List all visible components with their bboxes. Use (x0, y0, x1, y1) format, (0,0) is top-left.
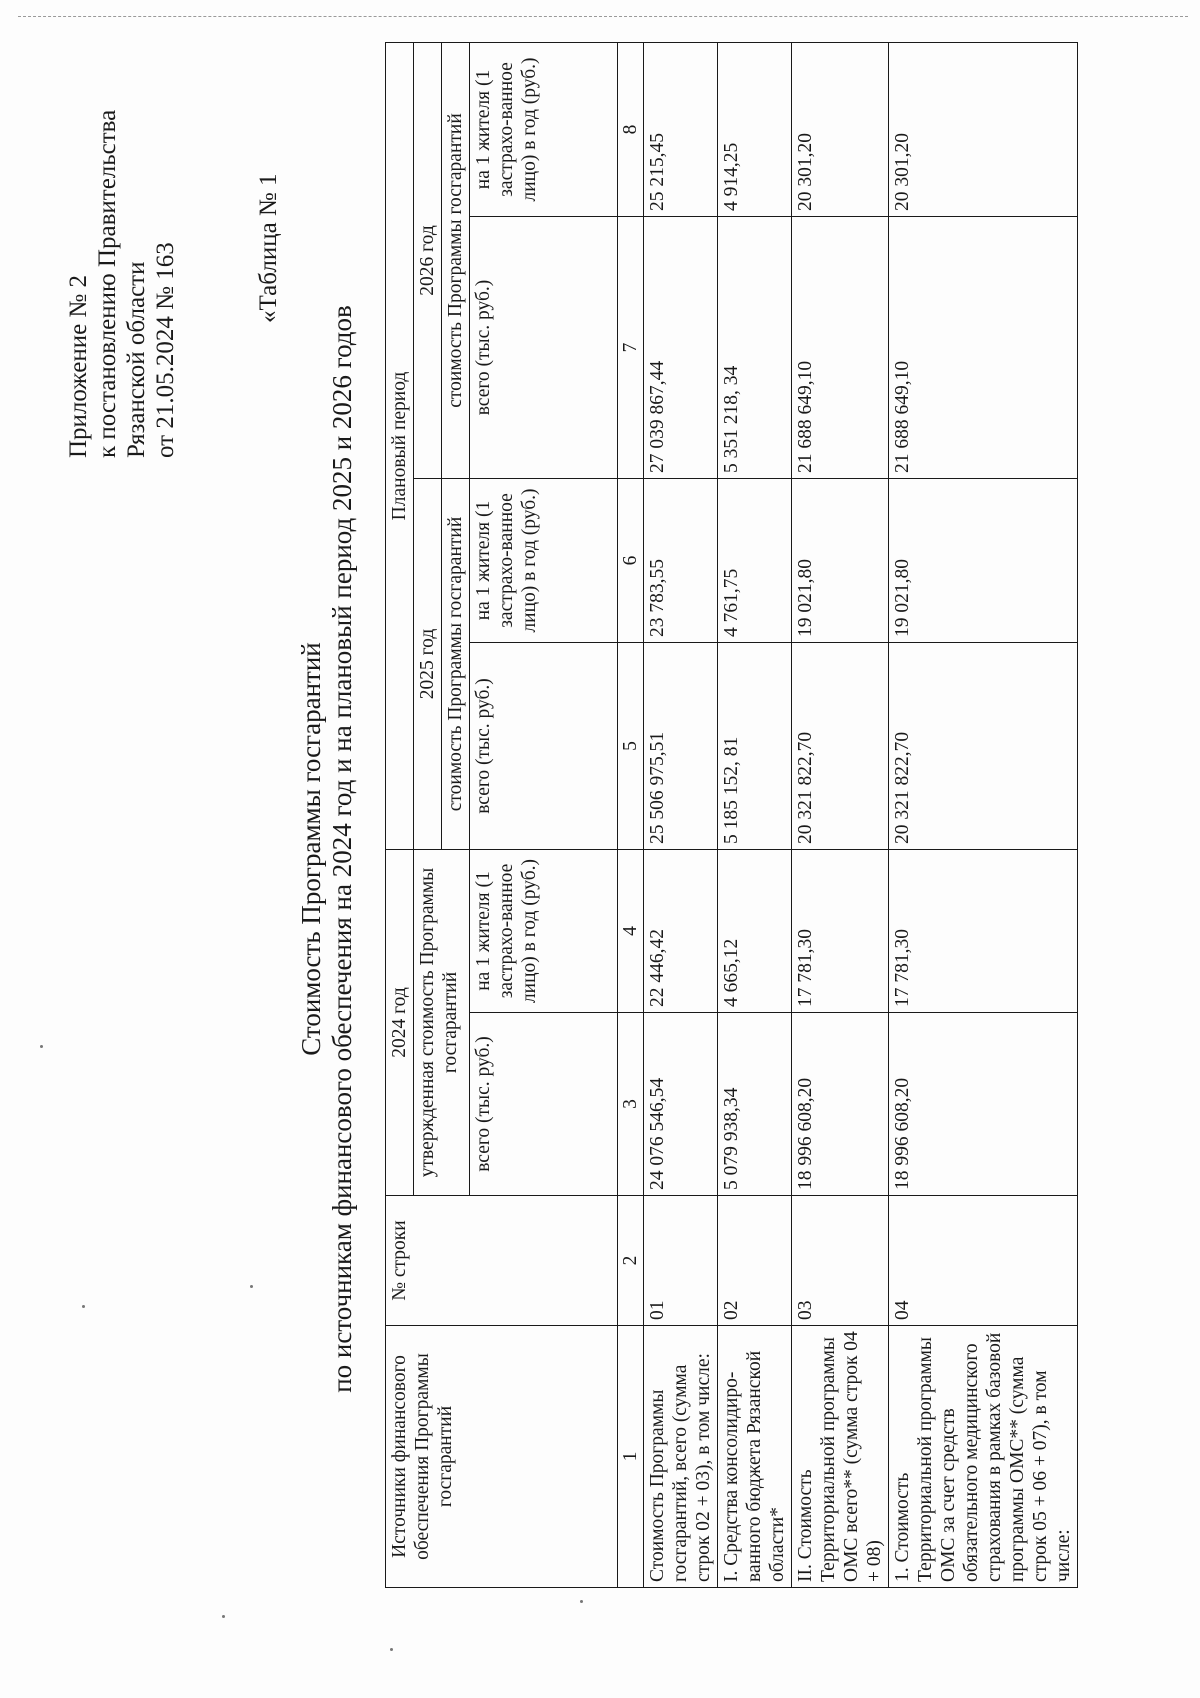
header-planned-period: Плановый период (386, 42, 414, 849)
header-total-2024: всего (тыс. руб.) (470, 1013, 618, 1196)
row-label: Стоимость Программы госгарантий, всего (сумма строк 02 + 03), в том числе: (644, 1326, 718, 1588)
header-per-capita-2024: на 1 жителя (1 застрахо-ванное лицо) в год (руб.) (470, 850, 618, 1013)
column-number-row (618, 42, 644, 1587)
row-no: 02 (718, 1196, 792, 1326)
table-row (889, 42, 1078, 1587)
cell-per-capita-2026: 25 215,45 (644, 42, 718, 216)
header-2024: 2024 год (386, 850, 414, 1196)
row-label: II. Стоимость Территориальной программы ОМС всего** (сумма строк 04 + 08) (792, 1326, 889, 1588)
cell-per-capita-2025: 19 021,80 (792, 479, 889, 643)
table-row (718, 42, 792, 1587)
row-no: 03 (792, 1196, 889, 1326)
cell-total-2024: 18 996 608,20 (889, 1013, 1078, 1196)
column-number: 5 (618, 643, 644, 850)
header-total-2025: всего (тыс. руб.) (470, 643, 618, 850)
cell-total-2025: 5 185 152, 81 (718, 643, 792, 850)
cell-per-capita-2026: 20 301,20 (792, 42, 889, 216)
row-label: 1. Стоимость Территориальной программы ОМС за счет средств обязательного медицинского страхования в рамках базовой программы ОМС** (сумма строк 05 + 06 + 07), в том числе: (889, 1326, 1078, 1588)
appendix-line-4: от 21.05.2024 № 163 (152, 242, 179, 458)
column-number: 4 (618, 850, 644, 1013)
cell-per-capita-2025: 23 783,55 (644, 479, 718, 643)
header-total-2026: всего (тыс. руб.) (470, 217, 618, 479)
cell-total-2026: 5 351 218, 34 (718, 217, 792, 479)
cell-per-capita-2024: 22 446,42 (644, 850, 718, 1013)
cell-total-2026: 21 688 649,10 (889, 217, 1078, 479)
cell-total-2024: 18 996 608,20 (792, 1013, 889, 1196)
table-row (644, 42, 718, 1587)
header-per-capita-2025: на 1 жителя (1 застрахо-ванное лицо) в год (руб.) (470, 479, 618, 643)
cell-total-2024: 24 076 546,54 (644, 1013, 718, 1196)
column-number: 2 (618, 1196, 644, 1326)
cell-total-2025: 20 321 822,70 (889, 643, 1078, 850)
row-no: 01 (644, 1196, 718, 1326)
table-row (792, 42, 889, 1587)
cell-total-2025: 20 321 822,70 (792, 643, 889, 850)
header-approved-cost: утвержденная стоимость Программы госгарантий (414, 850, 470, 1196)
cell-total-2025: 25 506 975,51 (644, 643, 718, 850)
cell-total-2024: 5 079 938,34 (718, 1013, 792, 1196)
header-row-1 (386, 42, 414, 1587)
appendix-line-3: Рязанской области (123, 261, 150, 458)
header-sources: Источники финансового обеспечения Программы госгарантий (386, 1326, 618, 1588)
cell-per-capita-2025: 4 761,75 (718, 479, 792, 643)
cell-per-capita-2024: 4 665,12 (718, 850, 792, 1013)
column-number: 8 (618, 42, 644, 216)
header-2025: 2025 год (414, 479, 442, 850)
table-number: «Таблица № 1 (255, 173, 282, 323)
cell-per-capita-2026: 4 914,25 (718, 42, 792, 216)
row-label: I. Средства консолидиро-ванного бюджета Рязанской области* (718, 1326, 792, 1588)
column-number: 3 (618, 1013, 644, 1196)
cell-per-capita-2024: 17 781,30 (792, 850, 889, 1013)
cell-total-2026: 21 688 649,10 (792, 217, 889, 479)
column-number: 6 (618, 479, 644, 643)
column-number: 7 (618, 217, 644, 479)
title-line-2: по источникам финансового обеспечения на 2024 год и на плановый период 2025 и 2026 годов (327, 305, 357, 1393)
header-2026: 2026 год (414, 42, 442, 478)
header-per-capita-2026: на 1 жителя (1 застрахо-ванное лицо) в год (руб.) (470, 42, 618, 216)
title-line-1: Стоимость Программы госгарантий (296, 642, 326, 1056)
appendix-line-2: к постановлению Правительства (94, 109, 121, 458)
appendix-line-1: Приложение № 2 (65, 274, 92, 458)
column-number: 1 (618, 1326, 644, 1588)
cell-per-capita-2026: 20 301,20 (889, 42, 1078, 216)
header-program-cost-2026: стоимость Программы госгарантий (442, 42, 470, 478)
header-row-no: № строки (386, 1196, 618, 1326)
cell-total-2026: 27 039 867,44 (644, 217, 718, 479)
cell-per-capita-2024: 17 781,30 (889, 850, 1078, 1013)
cell-per-capita-2025: 19 021,80 (889, 479, 1078, 643)
header-program-cost-2025: стоимость Программы госгарантий (442, 479, 470, 850)
cost-table (385, 42, 1078, 1588)
row-no: 04 (889, 1196, 1078, 1326)
